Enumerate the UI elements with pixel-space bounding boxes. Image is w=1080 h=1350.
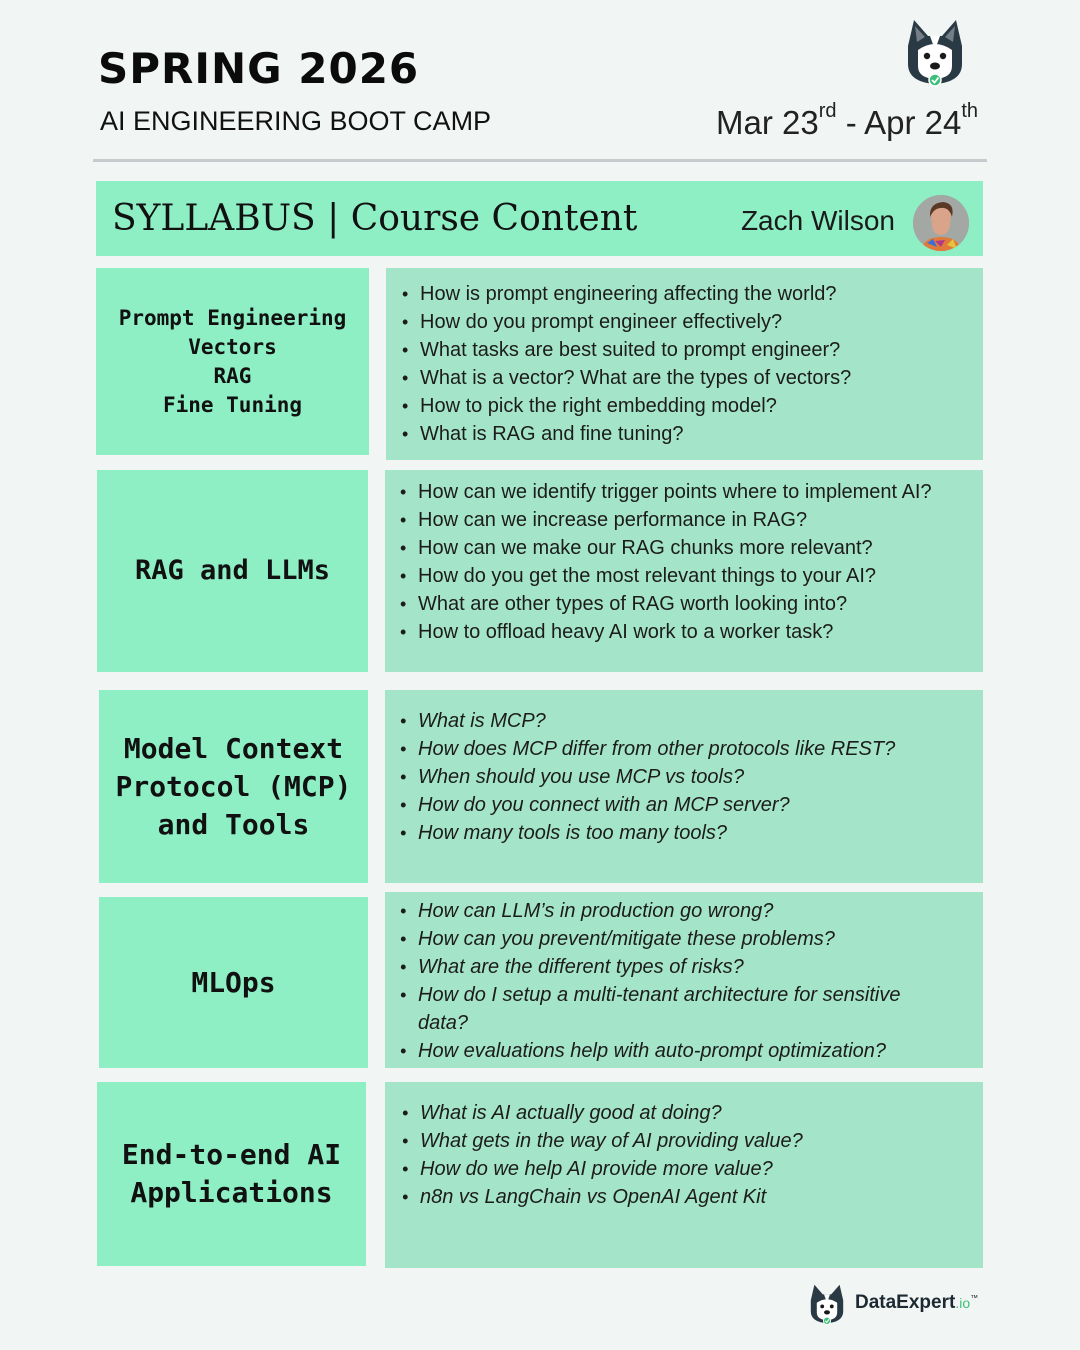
page-title: SPRING 2026 (98, 44, 420, 93)
module-5-topic: End-to-end AI (121, 1138, 342, 1171)
module-3-topic: Protocol (MCP) (115, 769, 352, 803)
question-item: • How many tools is too many tools? (398, 819, 977, 847)
question-item: • How do you connect with an MCP server? (398, 791, 977, 819)
module-4-topic: MLOps (191, 965, 276, 999)
module-1-topic: Vectors (188, 334, 277, 359)
brand-tld: .io (955, 1295, 971, 1311)
question-item: • How evaluations help with auto-prompt optimization? (398, 1037, 953, 1065)
question-item: • How can we make our RAG chunks more relevant? (398, 534, 977, 562)
syllabus-bar (96, 181, 983, 256)
end-date: Apr 24 (864, 104, 962, 141)
question-list (400, 1099, 977, 1211)
module-1-topic: RAG (213, 363, 252, 388)
question-item: • How do we help AI provide more value? (400, 1155, 977, 1183)
instructor-avatar (913, 195, 969, 251)
question-list (398, 707, 977, 847)
start-date-suffix: rd (818, 100, 837, 122)
question-item: • When should you use MCP vs tools? (398, 763, 977, 791)
question-list (400, 280, 977, 448)
question-item: • What tasks are best suited to prompt engineer? (400, 336, 977, 364)
question-item: • How is prompt engineering affecting the world? (400, 280, 977, 308)
module-2-questions (385, 470, 983, 672)
verified-check-icon (929, 74, 941, 86)
start-date: Mar 23 (716, 104, 819, 141)
question-list (398, 897, 953, 1065)
question-item: • How can we increase performance in RAG? (398, 506, 977, 534)
question-item: • What is a vector? What are the types of vectors? (400, 364, 977, 392)
date-separator: - (836, 104, 865, 141)
module-1-topics (96, 268, 369, 455)
module-1-questions (386, 268, 983, 460)
module-5-questions (385, 1082, 983, 1268)
question-item: • How can we identify trigger points where to implement AI? (398, 478, 977, 506)
module-3-topics (99, 690, 368, 883)
brand-name-text: DataExpert (855, 1292, 956, 1313)
question-item: • What is RAG and fine tuning? (400, 420, 977, 448)
question-item: • What is MCP? (398, 707, 977, 735)
end-date-suffix: th (961, 100, 978, 122)
husky-logo-icon (900, 16, 970, 88)
bootcamp-name: AI ENGINEERING BOOT CAMP (100, 106, 492, 136)
question-item: • What is AI actually good at doing? (400, 1099, 977, 1127)
question-item: • What are other types of RAG worth looking into? (398, 590, 977, 618)
question-item: • How can LLM’s in production go wrong? (398, 897, 953, 925)
brand-logo (806, 1280, 986, 1328)
question-item: • How do you prompt engineer effectively? (400, 308, 977, 336)
husky-logo-icon (806, 1280, 848, 1328)
module-4-questions (385, 892, 983, 1068)
module-3-questions (385, 690, 983, 883)
module-1-topic: Prompt Engineering (118, 305, 347, 330)
date-range (716, 100, 978, 142)
module-2-topic: RAG and LLMs (134, 555, 331, 586)
question-item: • How does MCP differ from other protocols like REST? (398, 735, 977, 763)
question-item: • How do you get the most relevant things to your AI? (398, 562, 977, 590)
question-item: • How do I setup a multi-tenant architecture for sensitive data? (398, 981, 953, 1037)
module-2-topics (97, 470, 368, 672)
question-item: • What are the different types of risks? (398, 953, 953, 981)
avatar-illustration (913, 195, 969, 251)
module-1-topic: Fine Tuning (162, 392, 303, 417)
module-4-topics (99, 897, 368, 1068)
syllabus-title: SYLLABUS | Course Content (112, 198, 638, 239)
header-divider (93, 159, 987, 162)
question-item: • How to offload heavy AI work to a worker task? (398, 618, 977, 646)
question-item: • What gets in the way of AI providing value? (400, 1127, 977, 1155)
module-5-topics (97, 1082, 366, 1266)
question-list (398, 478, 977, 646)
module-3-topic: Model Context (123, 731, 344, 765)
question-item: • How can you prevent/mitigate these problems? (398, 925, 953, 953)
instructor-name: Zach Wilson (740, 205, 895, 236)
question-item: • How to pick the right embedding model? (400, 392, 977, 420)
module-5-topic: Applications (130, 1176, 333, 1209)
question-item: • n8n vs LangChain vs OpenAI Agent Kit (400, 1183, 977, 1211)
brand-name (855, 1292, 978, 1314)
brand-trademark: ™ (970, 1293, 979, 1303)
module-3-topic: and Tools (157, 807, 310, 841)
